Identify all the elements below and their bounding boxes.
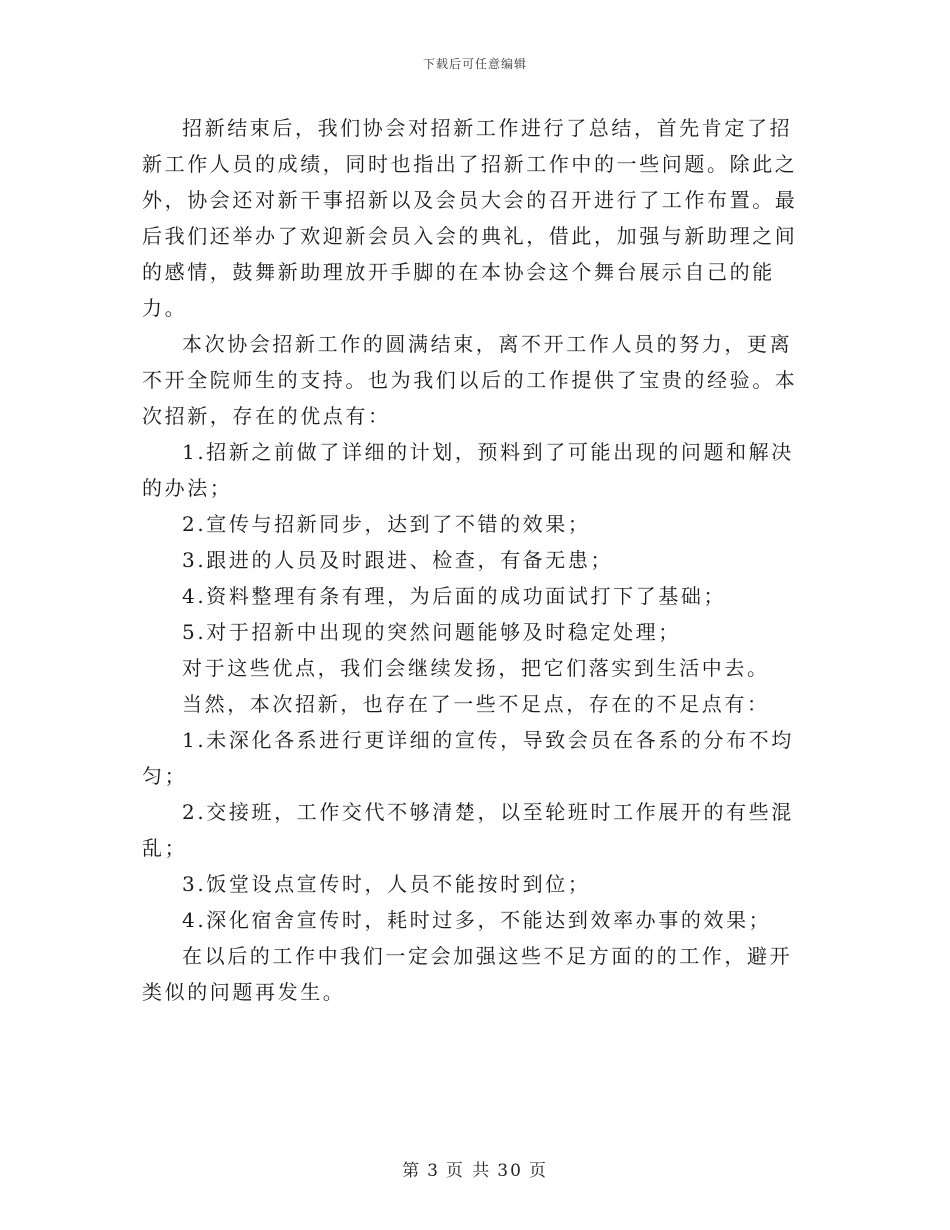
list-item-weakness-2: 2.交接班，工作交代不够清楚，以至轮班时工作展开的有些混乱； xyxy=(142,800,794,860)
paragraph-strengths-conclusion: 对于这些优点，我们会继续发扬，把它们落实到生活中去。 xyxy=(182,656,770,680)
current-page-number: 3 xyxy=(427,1161,440,1181)
paragraph-weaknesses-intro: 当然，本次招新，也存在了一些不足点，存在的不足点有： xyxy=(182,692,770,716)
document-body xyxy=(142,110,812,1010)
list-item-strength-5: 5.对于招新中出现的突然问题能够及时稳定处理； xyxy=(182,620,681,644)
page-footer xyxy=(0,1156,950,1181)
list-item-weakness-3: 3.饭堂设点宣传时，人员不能按时到位； xyxy=(182,872,591,896)
paragraph-summary: 招新结束后，我们协会对招新工作进行了总结，首先肯定了招新工作人员的成绩，同时也指出了招新工作中的一些问题。除此之外，协会还对新干事招新以及会员大会的召开进行了工作布置。最后我们还举办了欢迎新会员入会的典礼，借此，加强与新助理之间的感情，鼓舞新助理放开手脚的在本协会这个舞台展示自己的能力。 xyxy=(142,116,798,320)
paragraph-strengths-intro: 本次协会招新工作的圆满结束，离不开工作人员的努力，更离不开全院师生的支持。也为我们以后的工作提供了宝贵的经验。本次招新，存在的优点有： xyxy=(142,332,798,428)
list-item-strength-1: 1.招新之前做了详细的计划，预料到了可能出现的问题和解决的办法； xyxy=(142,440,794,500)
list-item-weakness-1: 1.未深化各系进行更详细的宣传，导致会员在各系的分布不均匀； xyxy=(142,728,794,788)
list-item-strength-4: 4.资料整理有条有理，为后面的成功面试打下了基础； xyxy=(182,584,727,608)
paragraph-closing: 在以后的工作中我们一定会加强这些不足方面的的工作，避开类似的问题再发生。 xyxy=(142,944,793,1004)
footer-middle: 页 共 xyxy=(445,1161,492,1181)
list-item-weakness-4: 4.深化宿舍宣传时，耗时过多，不能达到效率办事的效果； xyxy=(182,908,772,932)
list-item-strength-2: 2.宣传与招新同步，达到了不错的效果； xyxy=(182,512,591,536)
total-page-count: 30 xyxy=(497,1161,523,1181)
footer-suffix: 页 xyxy=(528,1161,548,1181)
page-header: 下载后可任意编辑 xyxy=(422,57,527,71)
list-item-strength-3: 3.跟进的人员及时跟进、检查，有备无患； xyxy=(182,548,614,572)
footer-prefix: 第 xyxy=(402,1161,422,1181)
